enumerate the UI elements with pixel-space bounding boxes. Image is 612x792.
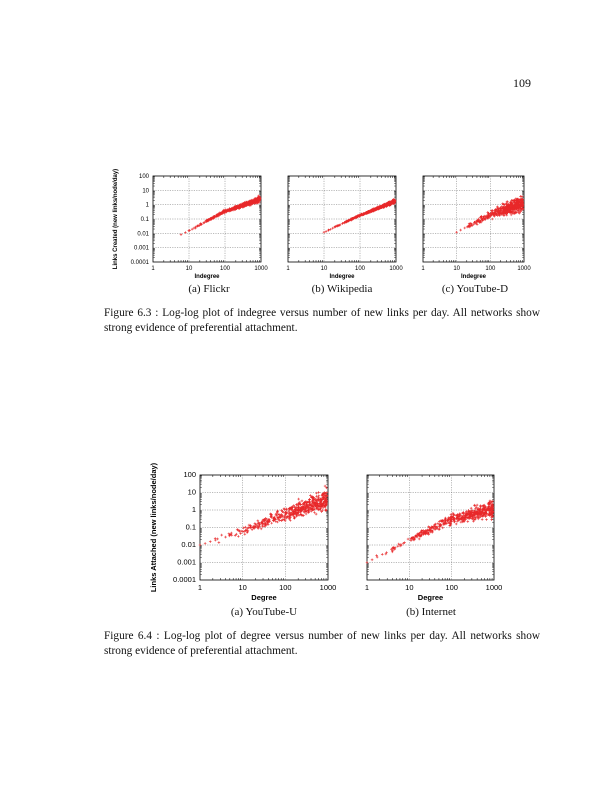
data-point <box>470 507 473 510</box>
data-point <box>490 518 493 521</box>
x-axis-label: Degree <box>417 593 444 602</box>
x-tick-label: 1 <box>364 583 370 592</box>
y-tick-label: 0.001 <box>177 557 196 567</box>
data-point <box>467 520 470 523</box>
x-tick-label: 1000 <box>389 266 403 272</box>
x-tick-label: 10 <box>185 266 193 272</box>
x-tick-label: 10 <box>405 583 414 592</box>
y-tick-label: 0.01 <box>181 540 196 549</box>
y-tick-label: 0.01 <box>137 231 149 238</box>
data-point <box>472 520 475 523</box>
data-point <box>375 554 378 557</box>
y-tick-label: 1 <box>191 505 196 514</box>
y-tick-label: 1 <box>145 202 149 209</box>
data-point <box>371 558 374 561</box>
subcaption-flickr: (a) Flickr <box>188 283 230 295</box>
data-point <box>441 527 444 530</box>
data-point <box>407 538 410 541</box>
data-point <box>418 538 421 541</box>
x-axis-label: Indegree <box>194 274 220 280</box>
x-axis-label: Indegree <box>460 274 487 280</box>
data-point <box>376 556 379 559</box>
x-tick-label: 10 <box>320 266 328 272</box>
subcaption-wikipedia: (b) Wikipedia <box>311 283 373 295</box>
x-tick-label: 100 <box>279 583 292 592</box>
data-point <box>455 523 458 526</box>
x-tick-label: 100 <box>445 583 458 592</box>
x-axis-label: Indegree <box>329 274 355 280</box>
x-tick-label: 1000 <box>517 266 531 272</box>
y-tick-label: 0.1 <box>140 217 149 223</box>
subcaption-internet: (b) Internet <box>406 606 456 618</box>
y-tick-label: 100 <box>183 470 196 479</box>
x-tick-label: 1 <box>197 583 203 592</box>
figure-6-4-caption: Figure 6.4 : Log-log plot of degree versus number of new links per day. All networks show strong evidence of preferential attachment. <box>104 630 540 657</box>
subcaption-youtube-d: (c) YouTube-D <box>441 283 509 295</box>
y-tick-label: 0.0001 <box>173 575 196 584</box>
data-point <box>460 521 463 524</box>
data-point <box>381 553 384 556</box>
figure-6-3-caption: Figure 6.3 : Log-log plot of indegree versus number of new links per day. All networks show strong evidence of preferential attachment. <box>104 307 540 334</box>
subcaption-youtube-u: (a) YouTube-U <box>230 606 298 618</box>
y-axis-label: Links Created (new links/node/day) <box>113 168 119 270</box>
x-tick-label: 10 <box>238 583 247 592</box>
x-tick-label: 1 <box>151 266 155 272</box>
data-point <box>485 518 488 521</box>
x-tick-label: 1000 <box>485 583 503 592</box>
page-number: 109 <box>513 76 531 90</box>
x-tick-label: 100 <box>485 266 496 272</box>
y-axis-label: Links Attached (new links/node/day) <box>149 462 158 593</box>
y-tick-label: 100 <box>138 174 149 180</box>
data-point <box>481 518 484 521</box>
y-tick-label: 0.0001 <box>130 260 149 266</box>
x-tick-label: 10 <box>453 266 461 272</box>
x-axis-label: Degree <box>251 593 277 602</box>
y-tick-label: 0.001 <box>133 245 149 252</box>
x-tick-label: 1 <box>421 266 425 272</box>
y-tick-label: 10 <box>187 487 196 497</box>
data-point <box>403 541 406 544</box>
x-tick-label: 1 <box>286 266 290 272</box>
y-tick-label: 10 <box>142 188 149 195</box>
x-tick-label: 100 <box>219 266 231 272</box>
x-tick-label: 1000 <box>254 266 268 272</box>
data-point <box>402 542 405 545</box>
data-point <box>453 521 456 524</box>
x-tick-label: 1000 <box>319 583 337 592</box>
y-tick-label: 0.1 <box>185 522 196 532</box>
x-tick-label: 100 <box>354 266 366 272</box>
